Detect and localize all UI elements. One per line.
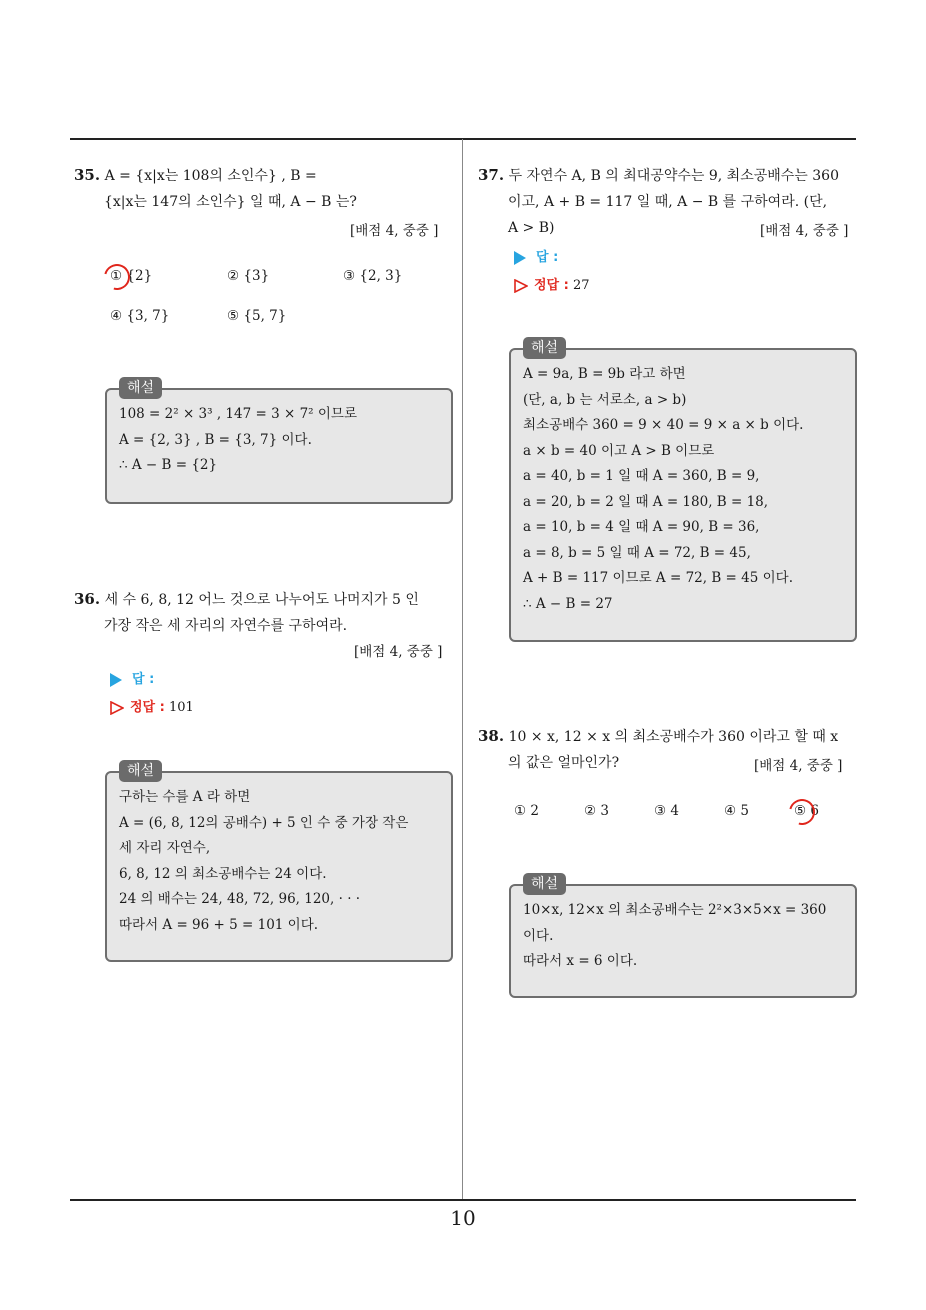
question-35: [74, 162, 454, 215]
solution-line: 최소공배수 360 = 9 × 40 = 9 × a × b 이다.: [523, 417, 804, 433]
play-icon: [514, 251, 526, 265]
solution-box: [509, 340, 857, 642]
question-meta: [배점 4, 중중 ]: [350, 223, 439, 239]
correct-label: 정답 :: [130, 700, 165, 715]
question-text-line: 가장 작은 세 자리의 자연수를 구하여라.: [104, 618, 348, 634]
correct-label: 정답 :: [534, 278, 569, 293]
choice-5[interactable]: ⑤ 6: [794, 803, 819, 819]
question-meta: [배점 4, 중중 ]: [754, 758, 843, 774]
question-text-line: A > B): [508, 220, 555, 236]
question-text-line: 세 수 6, 8, 12 어느 것으로 나누어도 나머지가 5 인: [104, 592, 419, 608]
selected-answer-mark: [784, 794, 820, 830]
solution-line: 따라서 A = 96 + 5 = 101 이다.: [119, 916, 319, 933]
question-text-line: 이고, A + B = 117 일 때, A − B 를 구하여라. (단,: [508, 194, 828, 210]
choice-4[interactable]: ④ 5: [724, 803, 749, 819]
column-divider: [462, 139, 463, 1201]
correct-value: 101: [168, 700, 194, 715]
solution-line: a = 20, b = 2 일 때 A = 180, B = 18,: [523, 493, 769, 510]
solution-line: A = {2, 3} , B = {3, 7} 이다.: [119, 431, 312, 448]
solution-line: a × b = 40 이고 A > B 이므로: [523, 442, 715, 459]
choice-5[interactable]: ⑤ {5, 7}: [227, 308, 287, 324]
solution-line: 24 의 배수는 24, 48, 72, 96, 120, · · ·: [119, 891, 361, 907]
question-text-line: 의 값은 얼마인가?: [508, 755, 620, 771]
solution-line: (단, a, b 는 서로소, a > b): [523, 391, 687, 408]
question-number: 37.: [478, 166, 505, 184]
solution-tag: 해설: [523, 337, 566, 359]
answer-label: 답 :: [132, 672, 155, 687]
bottom-rule: [70, 1199, 856, 1201]
solution-line: 108 = 2² × 3³ , 147 = 3 × 7² 이므로: [119, 406, 357, 422]
solution-tag: 해설: [119, 760, 162, 782]
solution-line: ∴ A − B = {2}: [119, 457, 218, 473]
solution-line: A + B = 117 이므로 A = 72, B = 45 이다.: [523, 570, 793, 586]
answer-row: [514, 246, 558, 265]
play-icon: [110, 673, 122, 687]
selected-answer-mark: [99, 259, 135, 295]
solution-line: 6, 8, 12 의 최소공배수는 24 이다.: [119, 865, 327, 882]
solution-tag: 해설: [523, 873, 566, 895]
choice-3[interactable]: ③ {2, 3}: [343, 268, 403, 284]
question-text-line: {x|x는 147의 소인수} 일 때, A − B 는?: [104, 194, 357, 210]
question-36: [74, 586, 458, 639]
solution-line: 구하는 수를 A 라 하면: [119, 789, 251, 805]
choice-2[interactable]: ② 3: [584, 803, 609, 819]
top-rule: [70, 138, 856, 140]
solution-line: ∴ A − B = 27: [523, 595, 613, 612]
outline-triangle-icon: [110, 701, 124, 715]
solution-tag: 해설: [119, 377, 162, 399]
solution-line: a = 10, b = 4 일 때 A = 90, B = 36,: [523, 519, 760, 535]
solution-line: a = 8, b = 5 일 때 A = 72, B = 45,: [523, 544, 751, 561]
question-number: 38.: [478, 727, 505, 745]
choice-4[interactable]: ④ {3, 7}: [110, 308, 170, 324]
choice-1[interactable]: ① 2: [514, 803, 539, 819]
question-number: 35.: [74, 166, 101, 184]
outline-triangle-icon: [514, 279, 528, 293]
answer-row: [110, 668, 154, 687]
choice-2[interactable]: ② {3}: [227, 268, 270, 284]
answer-label: 답 :: [536, 250, 559, 265]
question-meta: [배점 4, 중중 ]: [354, 644, 443, 660]
correct-value: 27: [572, 278, 590, 293]
question-text-line: 두 자연수 A, B 의 최대공약수는 9, 최소공배수는 360: [508, 168, 839, 184]
page-number: 10: [450, 1206, 476, 1230]
choice-3[interactable]: ③ 4: [654, 803, 679, 819]
correct-answer-row: [110, 696, 194, 715]
solution-line: A = (6, 8, 12의 공배수) + 5 인 수 중 가장 작은: [119, 814, 409, 831]
solution-line: A = 9a, B = 9b 라고 하면: [523, 366, 686, 382]
choice-1[interactable]: ① {2}: [110, 268, 153, 284]
question-number: 36.: [74, 590, 101, 608]
solution-box: [105, 380, 453, 504]
solution-box: [105, 763, 453, 962]
solution-line: 10×x, 12×x 의 최소공배수는 2²×3×5×x = 360: [523, 902, 827, 918]
solution-line: 세 자리 자연수,: [119, 840, 211, 856]
question-meta: [배점 4, 중중 ]: [760, 223, 849, 239]
solution-line: a = 40, b = 1 일 때 A = 360, B = 9,: [523, 468, 760, 484]
question-text-line: A = {x|x는 108의 소인수} , B =: [104, 168, 317, 184]
solution-box: [509, 876, 857, 998]
solution-line: 따라서 x = 6 이다.: [523, 953, 638, 969]
correct-answer-row: [514, 274, 590, 293]
solution-line: 이다.: [523, 927, 554, 944]
question-text-line: 10 × x, 12 × x 의 최소공배수가 360 이라고 할 때 x: [508, 729, 839, 745]
